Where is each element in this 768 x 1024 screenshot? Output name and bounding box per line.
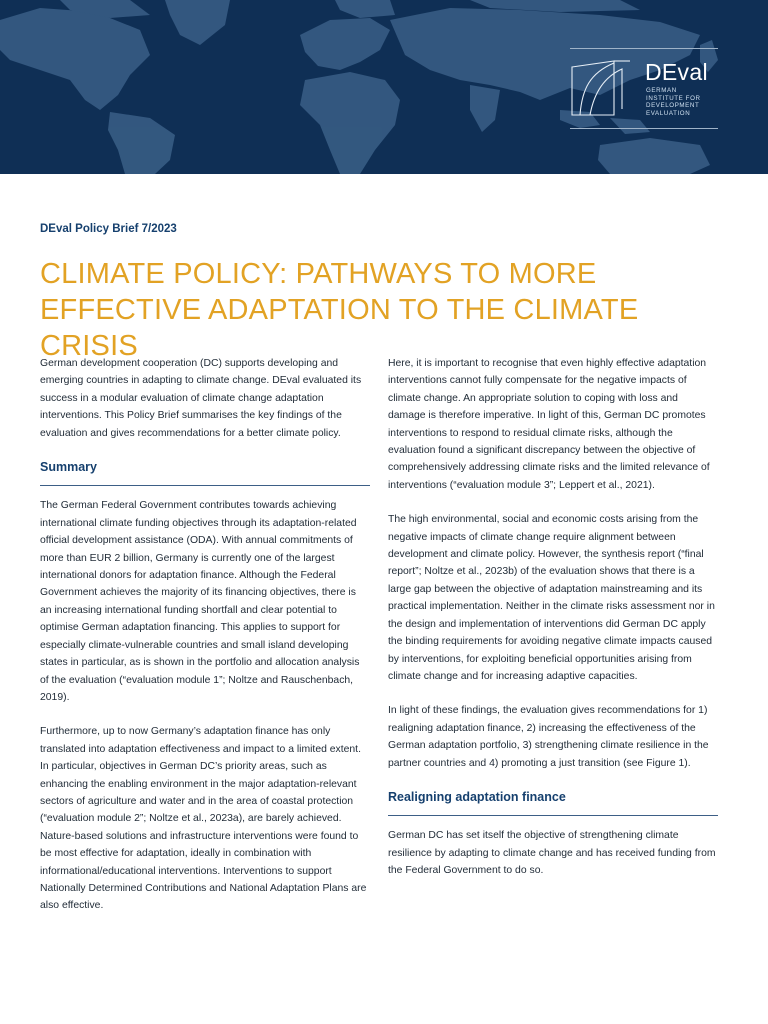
summary-paragraph: Furthermore, up to now Germany’s adaptation finance has only translated into adaptation effectiveness and impact to a limited extent. In particular, objectives in German DC’s priority areas, such as enhancing the enabling environment in the major adaptation-relevant sectors of agriculture and water and in the area of coastal protection (“evaluation module 2”; Noltze et al., 2023a), are barely achieved. Nature-based solutions and infrastructure interventions were found to be most effective for adaptation, ideally in combination with informational/educational interventions. Interventions to support Nationally Determined Contributions and National Adaptation Plans are also effective. — [40, 726, 367, 912]
realign-heading: Realigning adaptation finance — [388, 789, 718, 816]
header-banner — [0, 0, 768, 174]
logo-subtitle-line: INSTITUTE FOR — [646, 94, 701, 102]
logo-mark-icon — [570, 59, 638, 119]
summary-heading: Summary — [40, 459, 370, 486]
body-paragraph: German DC has set itself the objective of strengthening climate resilience by adapting to climate change and has received funding from the Federal Government to do so. — [388, 830, 716, 877]
page-title — [40, 256, 740, 364]
body-paragraph: In light of these findings, the evaluation gives recommendations for 1) realigning adaptation finance, 2) increasing the effectiveness of the German adaptation portfolio, 3) strengthening climate resilience in the partner countries and 4) promoting a just transition (see Figure 1). — [388, 705, 709, 769]
right-column — [388, 355, 718, 880]
summary-paragraph: The German Federal Government contributes towards achieving international climate funding objectives through its adaptation-related official development assistance (ODA). With annual commitments of more than EUR 2 billion, Germany is currently one of the largest international donors for adaptation finance. Although the Federal Government achieves the majority of its financing objectives, there is an increasing international funding shortfall and clear potential to optimise German adaptation financing. This applies to support for especially climate-vulnerable countries and small island developing states in particular, as is shown in the portfolio and allocation analysis of the evaluation (“evaluation module 1”; Noltze and Rauschenbach, 2019). — [40, 500, 360, 703]
title-line: CLIMATE POLICY: PATHWAYS TO MORE — [40, 258, 597, 290]
left-column — [40, 355, 370, 915]
intro-paragraph: German development cooperation (DC) supports developing and emerging countries in adapting to climate change. DEval evaluated its success in a modular evaluation of climate change adaptation interventions. This Policy Brief summarises the key findings of the evaluation and gives recommendations for a better climate policy. — [40, 358, 362, 439]
title-line: EFFECTIVE ADAPTATION TO THE CLIMATE CRISIS — [40, 294, 639, 362]
series-label: DEval Policy Brief 7/2023 — [40, 223, 177, 235]
deval-logo — [570, 48, 718, 129]
logo-subtitle-line: DEVELOPMENT — [646, 102, 700, 109]
logo-subtitle-line: EVALUATION — [646, 109, 691, 117]
logo-subtitle — [646, 87, 716, 117]
body-paragraph: The high environmental, social and economic costs arising from the negative impacts of climate change require alignment between development and climate policy. However, the synthesis report (“final report”; Noltze et al., 2023b) of the evaluation shows that there is a large gap between the objective of adaptation mainstreaming and its practical implementation. Neither in the climate risks assessment nor in the design and implementation of interventions did German DC apply the binding requirements for avoiding negative climate impacts caused by interventions, for exploiting beneficial opportunities arising from climate change and for increasing adaptive capacities. — [388, 514, 715, 682]
logo-subtitle-line: GERMAN — [646, 87, 677, 94]
logo-name: DEval — [645, 59, 708, 85]
body-paragraph: Here, it is important to recognise that even highly effective adaptation interventions cannot fully compensate for the negative impacts of climate change. An appropriate solution to coping with loss and damage is therefore imperative. In light of this, German DC promotes interventions to respond to residual climate risks, although the evaluation found a significant discrepancy between the objective of comprehensively addressing climate risks and the limited relevance of interventions (“evaluation module 3”; Leppert et al., 2021). — [388, 358, 710, 491]
